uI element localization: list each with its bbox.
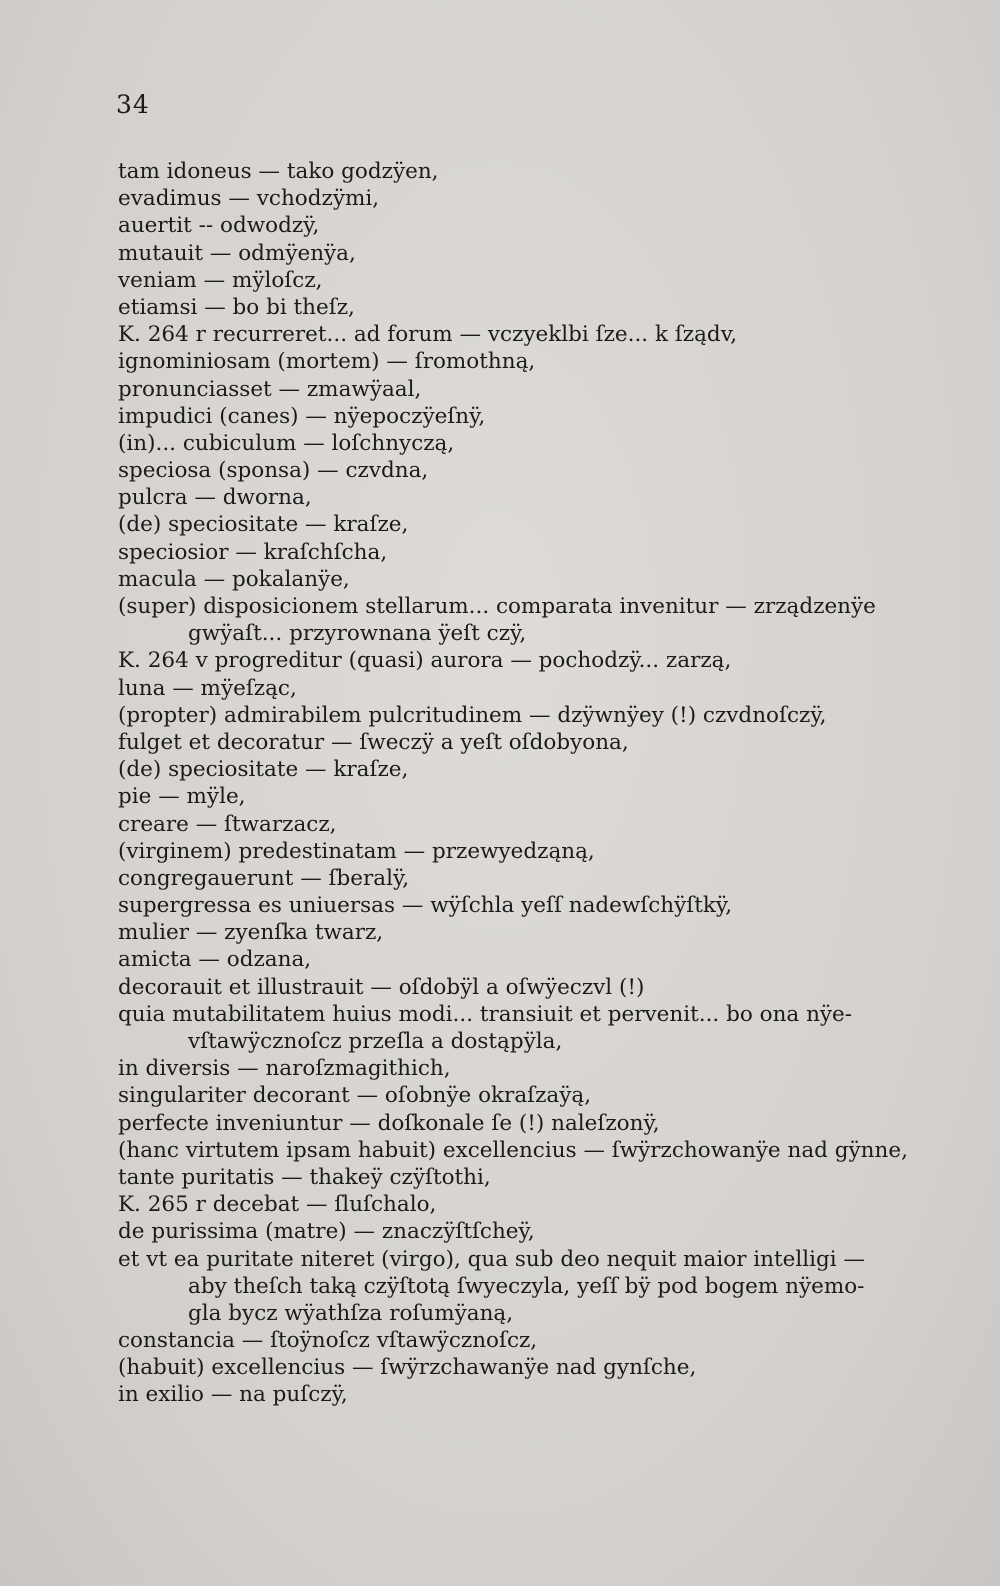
text-line: K. 264 v progreditur (quasi) aurora — pochodzÿ... zarzą, (118, 648, 732, 674)
text-line: perfecte inveniuntur — doſkonale ſe (!) naleſzonÿ, (118, 1110, 660, 1136)
text-line: (super) disposicionem stellarum... comparata invenitur — zrządzenÿe (118, 594, 876, 619)
text-line: (habuit) excellencius — ſwÿrzchawanÿe nad gynſche, (118, 1355, 697, 1381)
text-line: etiamsi — bo bi theſz, (118, 294, 355, 320)
text-line: tam idoneus — tako godzÿen, (118, 159, 439, 184)
text-line: amicta — odzana, (118, 947, 312, 973)
text-line: in diversis — naroſzmagithich, (118, 1056, 451, 1082)
text-line: in exilio — na puſczÿ, (118, 1382, 348, 1408)
text-line: speciosa (sponsa) — czvdna, (118, 458, 429, 484)
text-line: auertit -- odwodzÿ, (118, 213, 320, 239)
text-line: K. 265 r decebat — ſluſchalo, (118, 1192, 437, 1218)
text-line: congregauerunt — ſberalÿ, (118, 865, 410, 891)
text-line: (virginem) predestinatam — przewyedząną, (118, 838, 595, 864)
text-line-continuation: gla bycz wÿathſza roſumÿaną, (188, 1300, 514, 1326)
text-line: et vt ea puritate niteret (virgo), qua sub deo nequit maior intelligi — (118, 1246, 865, 1272)
text-line-continuation: vſtawÿcznoſcz przeſla a dostąpÿla, (188, 1029, 563, 1054)
text-line: pulcra — dworna, (118, 485, 312, 511)
text-line: mulier — zyenſka twarz, (118, 920, 384, 946)
text-line: tante puritatis — thakeÿ czÿſtothi, (118, 1164, 491, 1190)
text-line: supergressa es uniuersas — wÿſchla yeſſ nadewſchÿſtkÿ, (118, 893, 733, 919)
text-line: (hanc virtutem ipsam habuit) excellencius — ſwÿrzchowanÿe nad gÿnne, (118, 1137, 908, 1163)
text-line: (propter) admirabilem pulcritudinem — dzÿwnÿey (!) czvdnoſczÿ, (118, 702, 827, 728)
text-line: creare — ſtwarzacz, (118, 811, 337, 837)
text-line: veniam — mÿloſcz, (118, 267, 323, 293)
text-line: singulariter decorant — oſobnÿe okraſzaÿą, (118, 1083, 592, 1109)
text-line: (de) speciositate — kraſze, (118, 757, 409, 783)
text-line: luna — mÿeſząc, (118, 675, 297, 701)
text-line: constancia — ſtoÿnoſcz vſtawÿcznoſcz, (118, 1328, 538, 1354)
text-line: pie — mÿle, (118, 784, 246, 810)
text-line-continuation: gwÿaſt... przyrownana ÿeſt czÿ, (188, 621, 527, 647)
glossary-text-block (118, 158, 930, 1409)
text-line: (de) speciositate — kraſze, (118, 512, 409, 538)
text-line: K. 264 r recurreret... ad forum — vczyeklbi ſze... k ſządv, (118, 322, 738, 348)
text-line: ignominiosam (mortem) — ſromothną, (118, 349, 536, 375)
page-number: 34 (116, 90, 150, 119)
text-line: speciosior — kraſchſcha, (118, 539, 388, 565)
text-line: (in)... cubiculum — loſchnyczą, (118, 430, 455, 456)
text-line: pronunciasset — zmawÿaal, (118, 376, 422, 402)
text-line: de purissima (matre) — znaczÿſtſcheÿ, (118, 1219, 535, 1245)
text-line: fulget et decoratur — ſweczÿ a yeſt oſdobyona, (118, 729, 629, 755)
text-line: quia mutabilitatem huius modi... transiuit et pervenit... bo ona nÿe- (118, 1001, 853, 1027)
text-line: mutauit — odmÿenÿa, (118, 240, 356, 266)
text-line: evadimus — vchodzÿmi, (118, 186, 380, 212)
text-line: macula — pokalanÿe, (118, 566, 350, 592)
text-line-continuation: aby theſch taką czÿſtotą ſwyeczyla, yeſſ bÿ pod bogem nÿemo- (188, 1273, 865, 1299)
text-line: decorauit et illustrauit — oſdobÿl a oſwÿeczvl (!) (118, 974, 645, 1000)
text-line: impudici (canes) — nÿepoczÿeſnÿ, (118, 403, 486, 429)
